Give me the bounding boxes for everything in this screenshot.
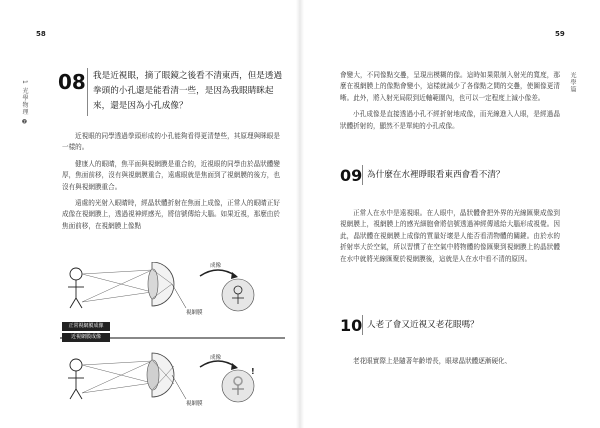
page-number-left: 58 [36, 30, 46, 38]
curved-arrow-icon [200, 270, 236, 276]
label-image-bottom: 成像 [210, 355, 222, 361]
chapter-tab-left: 1 光學物理 ❷ [21, 80, 28, 127]
chapter-tab-right: 光學篇 [569, 72, 576, 93]
question-divider-10 [362, 315, 363, 335]
label-image-top: 成像 [210, 263, 222, 269]
eye-diagram [60, 262, 285, 417]
question-text-10: 人老了會又近視又老花眼嗎？ [367, 320, 479, 330]
paragraph: 會變大，不同像點交疊，呈現出模糊的像。這時如果限制入射光的寬度，那麼在視網膜上的像點會變小，這樣就減少了各像點之間的交疊，使圖像更清晰。此外，將入射光局限到近軸範圍內，也可以一定程度上減小像差。 [340, 71, 560, 102]
question-text-09: 為什麼在水裡睜眼看東西會看不清？ [367, 170, 505, 180]
tag-myopia-vision: 近視網膜成像 [62, 333, 110, 342]
tag-normal-vision: 正常視網膜成像 [62, 322, 110, 331]
paragraph: 老花眼實際上是隨著年齡增長，眼球晶狀體逐漸硬化、 [353, 357, 512, 365]
book-gutter [296, 0, 304, 428]
stick-figure-head [70, 359, 82, 371]
label-retina-top: 視網膜 [186, 310, 203, 316]
question-number-10: 10 [340, 316, 363, 335]
stick-figure-head [70, 268, 82, 280]
paragraph: 健康人的眼睛，焦平面與視網膜是重合的，近視眼的同學由於晶狀體變厚，焦面前移，沒有與視網膜重合，遠處眼就是焦面到了視網膜的後方，也沒有與視網膜重合。 [62, 159, 280, 191]
question-number-08: 08 [58, 70, 86, 94]
exclamation-icon: ! [251, 367, 255, 376]
question-divider-08 [87, 68, 88, 116]
question-number-09: 09 [340, 166, 363, 185]
question-divider-09 [362, 165, 363, 185]
label-retina-bottom: 視網膜 [186, 401, 203, 407]
curved-arrow-icon [200, 361, 236, 367]
lens-icon [147, 360, 159, 390]
normal-eye-scene [68, 262, 254, 311]
paragraph: 正常人在水中是遠視眼。在人眼中，晶狀體會把外界的光線匯聚成像到視網膜上，視網膜上的感光細胞會將信號透過神經傳遞給大腦形成視覺。因此，晶狀體在視網膜上成像的質量好壞是人能否看清物體的關鍵。由於水的折射率大於空氣，所以習慣了在空氣中將物體的像匯聚到視網膜上的晶狀體在水中就將光線匯聚於視網膜後，這就是人在水中看不清的原因。 [340, 209, 560, 263]
paragraph: 遠處的光射入眼睛時，經晶狀體折射在焦面上成像，正常人的眼睛正好成像在視網膜上，透過視神經感光，將信號傳給大腦。如果近視，那麼由於焦面前移，在視網膜上像點 [62, 199, 280, 230]
paragraph: 近視眼的同學透過拳頭形成的小孔能夠看得更清楚些，其原理與眯眼是一樣的。 [62, 132, 280, 152]
myopia-eye-scene [68, 353, 255, 402]
question-text-08: 我是近視眼，摘了眼鏡之後看不清東西，但是透過拳頭的小孔還是能看清一些，是因為我眼睛眯起來，還是因為小孔成像？ [93, 71, 283, 111]
lens-icon [148, 269, 158, 299]
page-number-right: 59 [555, 30, 565, 38]
paragraph: 小孔成像是直接透過小孔不經折射地成像，而光線進入人眼，是經過晶狀體折射的，顯然不是單純的小孔成像。 [340, 110, 560, 130]
